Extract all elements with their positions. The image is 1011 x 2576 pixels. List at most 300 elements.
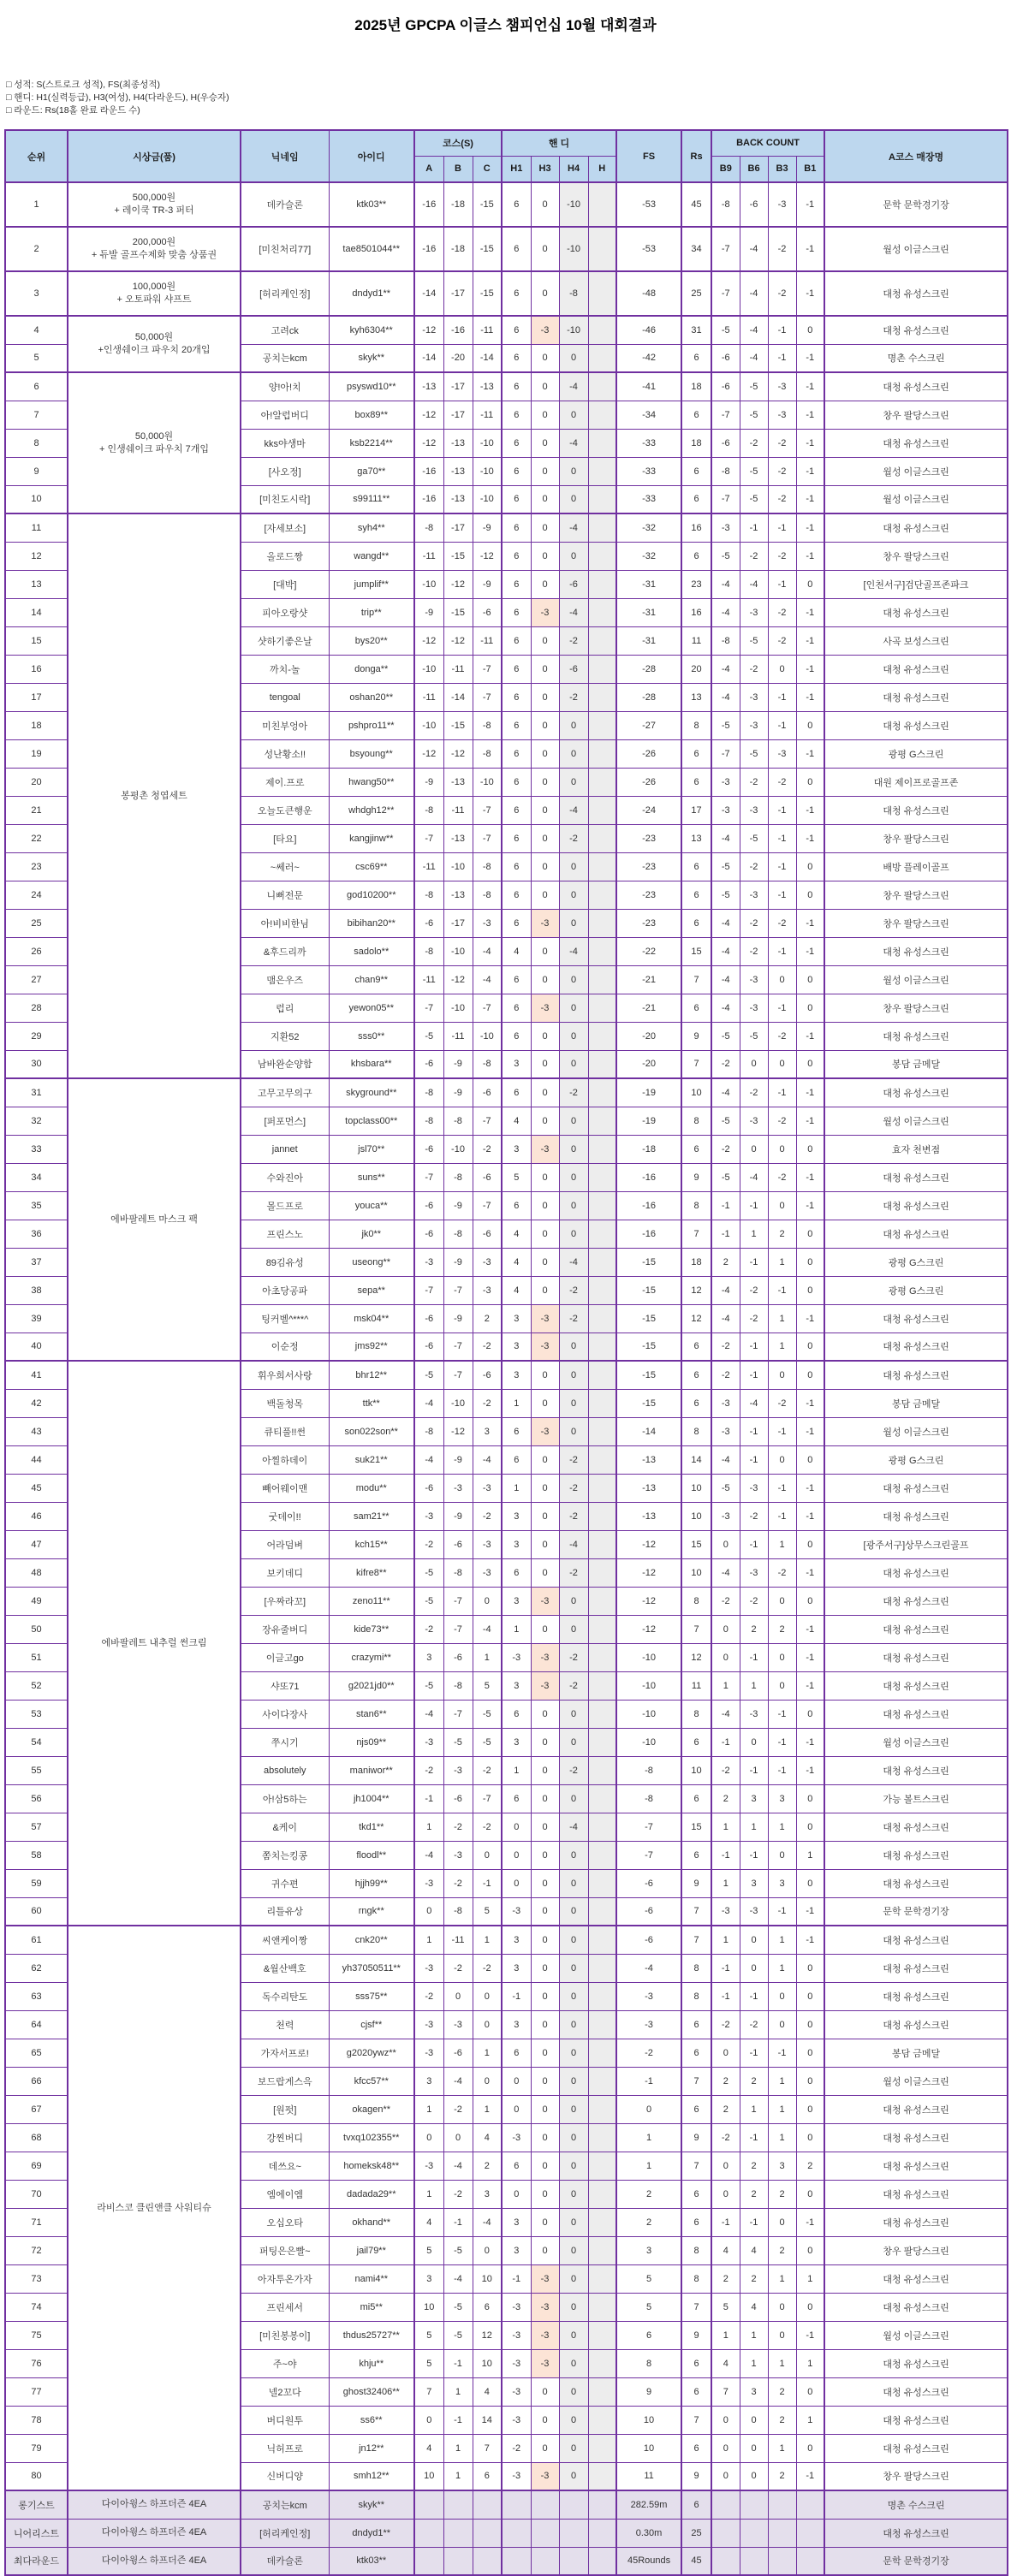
back-b1-cell: -1 <box>796 1304 824 1333</box>
handi-h1-cell: 4 <box>502 1248 531 1276</box>
course-c-cell: 2 <box>473 2152 502 2180</box>
fs-cell: -7 <box>616 1813 681 1841</box>
store-cell: 대청 유성스크린 <box>824 598 1008 626</box>
fs-cell: 5 <box>616 2264 681 2293</box>
handi-h1-cell: -1 <box>502 1982 531 2010</box>
fs-cell: -31 <box>616 598 681 626</box>
handi-h-cell <box>588 2264 616 2293</box>
col-header-b9: B9 <box>711 156 740 182</box>
handi-h1-cell: 6 <box>502 316 531 344</box>
fs-cell: -16 <box>616 1220 681 1248</box>
rs-cell: 6 <box>681 2208 711 2236</box>
course-a-cell: -14 <box>414 344 443 372</box>
back-b1-cell: -1 <box>796 655 824 683</box>
course-c-cell: -8 <box>473 739 502 768</box>
back-b9-cell: -4 <box>711 965 740 994</box>
back-b9-cell: -3 <box>711 513 740 542</box>
id-cell: sss75** <box>329 1982 414 2010</box>
course-c-cell: -4 <box>473 2208 502 2236</box>
back-b1-cell: 1 <box>796 2264 824 2293</box>
course-c-cell: -2 <box>473 1756 502 1784</box>
id-cell: njs09** <box>329 1728 414 1756</box>
handi-h3-cell: 0 <box>531 485 559 513</box>
rank-cell: 65 <box>5 2039 68 2067</box>
rs-cell: 7 <box>681 1050 711 1078</box>
back-b3-cell: 0 <box>768 1191 796 1220</box>
handi-h1-cell: 3 <box>502 1954 531 1982</box>
rank-cell: 18 <box>5 711 68 739</box>
course-b-cell: -7 <box>443 1587 473 1615</box>
back-b6-cell: -1 <box>740 2039 768 2067</box>
back-b3-cell: 2 <box>768 2462 796 2490</box>
course-b-cell: -17 <box>443 372 473 401</box>
col-header-course-c: C <box>473 156 502 182</box>
store-cell: 월성 이글스크린 <box>824 2321 1008 2349</box>
nickname-cell: [원펏] <box>241 2095 329 2123</box>
fs-cell: -53 <box>616 182 681 227</box>
handi-h4-cell: -2 <box>559 626 588 655</box>
course-b-cell: -13 <box>443 824 473 852</box>
handi-h4-cell: 0 <box>559 1587 588 1615</box>
handi-h3-cell: 0 <box>531 2434 559 2462</box>
store-cell: 월성 이글스크린 <box>824 1728 1008 1756</box>
back-b1-cell: 0 <box>796 2095 824 2123</box>
nickname-cell: ~쎄러~ <box>241 852 329 881</box>
back-b3-cell: -2 <box>768 626 796 655</box>
back-b3-cell: 1 <box>768 1333 796 1361</box>
back-b1-cell: -1 <box>796 2462 824 2490</box>
nickname-cell: 천력 <box>241 2010 329 2039</box>
rs-cell: 34 <box>681 227 711 271</box>
handi-h3-cell: 0 <box>531 711 559 739</box>
fs-cell: -3 <box>616 1982 681 2010</box>
rank-cell: 61 <box>5 1926 68 1954</box>
handi-h-cell <box>588 965 616 994</box>
back-b9-cell: -4 <box>711 1445 740 1474</box>
handi-h-cell <box>588 1954 616 1982</box>
handi-h3-cell: 0 <box>531 1615 559 1643</box>
fs-cell: -26 <box>616 739 681 768</box>
back-b3-cell <box>768 2519 796 2547</box>
rs-cell: 6 <box>681 852 711 881</box>
course-b-cell: -6 <box>443 1784 473 1813</box>
back-b6-cell: 3 <box>740 1784 768 1813</box>
handi-h4-cell: 0 <box>559 1050 588 1078</box>
back-b9-cell: -4 <box>711 1078 740 1107</box>
handi-h-cell <box>588 2039 616 2067</box>
back-b3-cell: 2 <box>768 1220 796 1248</box>
back-b9-cell: -2 <box>711 1135 740 1163</box>
back-b3-cell: 1 <box>768 2264 796 2293</box>
course-a-cell: -2 <box>414 1756 443 1784</box>
back-b1-cell: 0 <box>796 1813 824 1841</box>
store-cell: 창우 팔당스크린 <box>824 2462 1008 2490</box>
handi-h1-cell: 3 <box>502 1333 531 1361</box>
course-a-cell: -2 <box>414 1982 443 2010</box>
course-c-cell: 1 <box>473 2039 502 2067</box>
back-b9-cell: 1 <box>711 1813 740 1841</box>
handi-h-cell <box>588 2095 616 2123</box>
rs-cell: 16 <box>681 598 711 626</box>
back-b6-cell: 1 <box>740 1813 768 1841</box>
back-b3-cell: 2 <box>768 2236 796 2264</box>
handi-h4-cell: 0 <box>559 1869 588 1897</box>
rank-cell: 72 <box>5 2236 68 2264</box>
store-cell: 명촌 수스크린 <box>824 2490 1008 2519</box>
id-cell: hwang50** <box>329 768 414 796</box>
back-b1-cell: 0 <box>796 965 824 994</box>
col-header-h1: H1 <box>502 156 531 182</box>
course-c-cell <box>473 2547 502 2575</box>
back-b9-cell: -1 <box>711 1220 740 1248</box>
id-cell: donga** <box>329 655 414 683</box>
back-b1-cell: 1 <box>796 1841 824 1869</box>
rank-cell: 46 <box>5 1502 68 1530</box>
rs-cell: 8 <box>681 1107 711 1135</box>
course-a-cell <box>414 2547 443 2575</box>
handi-h3-cell: 0 <box>531 1022 559 1050</box>
handi-h-cell <box>588 1587 616 1615</box>
course-a-cell: -6 <box>414 1474 443 1502</box>
back-b1-cell: -1 <box>796 1643 824 1671</box>
course-c-cell: -2 <box>473 1954 502 1982</box>
handi-h1-cell: 6 <box>502 1445 531 1474</box>
course-c-cell: -15 <box>473 271 502 316</box>
fs-cell: -1 <box>616 2067 681 2095</box>
course-c-cell: -9 <box>473 513 502 542</box>
handi-h4-cell: 0 <box>559 1163 588 1191</box>
handi-h3-cell: 0 <box>531 429 559 457</box>
back-b6-cell: 0 <box>740 1954 768 1982</box>
handi-h4-cell: 0 <box>559 1841 588 1869</box>
fs-cell: -23 <box>616 824 681 852</box>
store-cell: 사곡 보성스크린 <box>824 626 1008 655</box>
fs-cell: 2 <box>616 2208 681 2236</box>
handi-h1-cell: 3 <box>502 1135 531 1163</box>
id-cell: okhand** <box>329 2208 414 2236</box>
back-b9-cell: -1 <box>711 1728 740 1756</box>
back-b3-cell: -2 <box>768 227 796 271</box>
store-cell: 대청 유성스크린 <box>824 1756 1008 1784</box>
record-cell: 0.30m <box>616 2519 681 2547</box>
back-b6-cell: 0 <box>740 1728 768 1756</box>
handi-h4-cell: 0 <box>559 1700 588 1728</box>
handi-h-cell <box>588 1558 616 1587</box>
rank-cell: 5 <box>5 344 68 372</box>
handi-h3-cell: 0 <box>531 542 559 570</box>
rank-cell: 21 <box>5 796 68 824</box>
nickname-cell: 양!아!치 <box>241 372 329 401</box>
back-b3-cell: 0 <box>768 2010 796 2039</box>
handi-h4-cell: -2 <box>559 1474 588 1502</box>
fs-cell: -28 <box>616 683 681 711</box>
course-a-cell: -6 <box>414 1050 443 1078</box>
id-cell: g2021jd0** <box>329 1671 414 1700</box>
handi-h4-cell: 0 <box>559 2180 588 2208</box>
back-b9-cell: 0 <box>711 2434 740 2462</box>
rank-cell: 51 <box>5 1643 68 1671</box>
nickname-cell: absolutely <box>241 1756 329 1784</box>
handi-h1-cell: 0 <box>502 2095 531 2123</box>
result-row <box>5 182 1008 227</box>
course-b-cell: -18 <box>443 227 473 271</box>
back-b6-cell: -2 <box>740 909 768 937</box>
course-b-cell: -12 <box>443 626 473 655</box>
handi-h-cell <box>588 739 616 768</box>
back-b3-cell: -1 <box>768 937 796 965</box>
back-b3-cell: 0 <box>768 2208 796 2236</box>
course-b-cell: -17 <box>443 271 473 316</box>
rs-cell: 7 <box>681 2293 711 2321</box>
handi-h-cell <box>588 1784 616 1813</box>
id-cell: useong** <box>329 1248 414 1276</box>
handi-h1-cell: 6 <box>502 372 531 401</box>
back-b9-cell: 5 <box>711 2293 740 2321</box>
rs-cell: 6 <box>681 485 711 513</box>
nickname-cell: 쫌치는킹콩 <box>241 1841 329 1869</box>
course-a-cell: -16 <box>414 457 443 485</box>
handi-h-cell <box>588 2462 616 2490</box>
course-a-cell: -4 <box>414 1389 443 1417</box>
result-row <box>5 1361 1008 1389</box>
nickname-cell: [우짜라꼬] <box>241 1587 329 1615</box>
back-b1-cell: -1 <box>796 824 824 852</box>
nickname-cell: 귀수편 <box>241 1869 329 1897</box>
course-a-cell: 10 <box>414 2293 443 2321</box>
back-b1-cell: -1 <box>796 401 824 429</box>
id-cell: psyswd10** <box>329 372 414 401</box>
handi-h4-cell: 0 <box>559 1333 588 1361</box>
back-b3-cell: 1 <box>768 2434 796 2462</box>
handi-h3-cell: 0 <box>531 1841 559 1869</box>
result-row <box>5 513 1008 542</box>
course-b-cell: -9 <box>443 1304 473 1333</box>
course-c-cell: -7 <box>473 796 502 824</box>
rs-cell: 15 <box>681 937 711 965</box>
course-c-cell: -8 <box>473 852 502 881</box>
handi-h4-cell: 0 <box>559 852 588 881</box>
back-b9-cell: -1 <box>711 1841 740 1869</box>
id-cell: jh1004** <box>329 1784 414 1813</box>
course-a-cell: 10 <box>414 2462 443 2490</box>
nickname-cell: 엠에이엠 <box>241 2180 329 2208</box>
id-cell: suk21** <box>329 1445 414 1474</box>
back-b9-cell: -4 <box>711 937 740 965</box>
back-b6-cell: -5 <box>740 824 768 852</box>
store-cell: 대청 유성스크린 <box>824 1869 1008 1897</box>
back-b9-cell: 2 <box>711 1784 740 1813</box>
fs-cell: -15 <box>616 1361 681 1389</box>
nickname-cell: 독수리탄도 <box>241 1982 329 2010</box>
back-b6-cell: -1 <box>740 1333 768 1361</box>
course-a-cell: 0 <box>414 2123 443 2152</box>
rs-cell: 6 <box>681 457 711 485</box>
handi-h-cell <box>588 429 616 457</box>
course-c-cell: -11 <box>473 401 502 429</box>
fs-cell: -15 <box>616 1276 681 1304</box>
col-header-store: A코스 매장명 <box>824 130 1008 182</box>
back-b3-cell: 1 <box>768 2349 796 2377</box>
id-cell: cjsf** <box>329 2010 414 2039</box>
course-b-cell: -17 <box>443 513 473 542</box>
course-a-cell: -6 <box>414 1304 443 1333</box>
rs-cell: 10 <box>681 1756 711 1784</box>
course-b-cell: -16 <box>443 316 473 344</box>
rank-cell: 34 <box>5 1163 68 1191</box>
course-b-cell: -9 <box>443 1502 473 1530</box>
handi-h-cell <box>588 2406 616 2434</box>
handi-h4-cell <box>559 2547 588 2575</box>
fs-cell: -22 <box>616 937 681 965</box>
rank-cell: 68 <box>5 2123 68 2152</box>
store-cell: 대청 유성스크린 <box>824 2180 1008 2208</box>
id-cell: thdus25727** <box>329 2321 414 2349</box>
handi-h3-cell: 0 <box>531 2406 559 2434</box>
back-b1-cell: 0 <box>796 2010 824 2039</box>
nickname-cell: 버디원투 <box>241 2406 329 2434</box>
handi-h3-cell: 0 <box>531 1445 559 1474</box>
nickname-cell: &케이 <box>241 1813 329 1841</box>
back-b3-cell: -1 <box>768 1417 796 1445</box>
back-b9-cell: 0 <box>711 1530 740 1558</box>
course-b-cell: -10 <box>443 852 473 881</box>
handi-h1-cell: 3 <box>502 1502 531 1530</box>
handi-h1-cell <box>502 2519 531 2547</box>
rs-cell: 6 <box>681 768 711 796</box>
course-c-cell: -7 <box>473 655 502 683</box>
course-c-cell: 1 <box>473 2095 502 2123</box>
rank-cell: 64 <box>5 2010 68 2039</box>
back-b9-cell: 2 <box>711 2264 740 2293</box>
store-cell: 대청 유성스크린 <box>824 1361 1008 1389</box>
rs-cell: 6 <box>681 542 711 570</box>
course-a-cell: -7 <box>414 994 443 1022</box>
back-b9-cell: -7 <box>711 271 740 316</box>
store-cell: 창우 팔당스크린 <box>824 881 1008 909</box>
rank-cell: 24 <box>5 881 68 909</box>
course-c-cell: 10 <box>473 2264 502 2293</box>
course-b-cell: -1 <box>443 2406 473 2434</box>
handi-h4-cell: 0 <box>559 2095 588 2123</box>
handi-h3-cell: 0 <box>531 1191 559 1220</box>
col-header-b3: B3 <box>768 156 796 182</box>
store-cell: 대청 유성스크린 <box>824 937 1008 965</box>
col-header-id: 아이디 <box>329 130 414 182</box>
handi-h-cell <box>588 1361 616 1389</box>
course-b-cell: 1 <box>443 2434 473 2462</box>
back-b9-cell: -4 <box>711 909 740 937</box>
id-cell: msk04** <box>329 1304 414 1333</box>
fs-cell: 11 <box>616 2462 681 2490</box>
handi-h3-cell: 0 <box>531 1078 559 1107</box>
rank-cell: 35 <box>5 1191 68 1220</box>
back-b9-cell: -8 <box>711 626 740 655</box>
handi-h1-cell: 6 <box>502 1417 531 1445</box>
course-b-cell: -9 <box>443 1050 473 1078</box>
back-b6-cell: -1 <box>740 1361 768 1389</box>
rank-cell: 19 <box>5 739 68 768</box>
handi-h3-cell: -3 <box>531 1671 559 1700</box>
fs-cell: -23 <box>616 881 681 909</box>
fs-cell: -33 <box>616 457 681 485</box>
nickname-cell: 큐티풀!!썬 <box>241 1417 329 1445</box>
back-b1-cell: -1 <box>796 1728 824 1756</box>
back-b1-cell: -1 <box>796 1389 824 1417</box>
back-b6-cell: -5 <box>740 1022 768 1050</box>
course-b-cell: 0 <box>443 2123 473 2152</box>
back-b3-cell: 0 <box>768 1050 796 1078</box>
nickname-cell: 데카슬론 <box>241 182 329 227</box>
nickname-cell: 강찐버디 <box>241 2123 329 2152</box>
id-cell: rngk** <box>329 1897 414 1926</box>
back-b6-cell: -6 <box>740 182 768 227</box>
course-c-cell: -8 <box>473 1050 502 1078</box>
back-b1-cell: 0 <box>796 1050 824 1078</box>
rank-cell: 75 <box>5 2321 68 2349</box>
back-b9-cell: 0 <box>711 1615 740 1643</box>
back-b1-cell: -1 <box>796 937 824 965</box>
handi-h4-cell: 0 <box>559 2321 588 2349</box>
handi-h-cell <box>588 2490 616 2519</box>
id-cell: wangd** <box>329 542 414 570</box>
id-cell: bhr12** <box>329 1361 414 1389</box>
back-b6-cell: 2 <box>740 2067 768 2095</box>
back-b6-cell: 0 <box>740 1050 768 1078</box>
rs-cell: 6 <box>681 2434 711 2462</box>
id-cell: zeno11** <box>329 1587 414 1615</box>
handi-h4-cell: 0 <box>559 1982 588 2010</box>
course-a-cell: -2 <box>414 1615 443 1643</box>
handi-h1-cell: -3 <box>502 2462 531 2490</box>
rs-cell: 31 <box>681 316 711 344</box>
back-b6-cell: -1 <box>740 1643 768 1671</box>
back-b1-cell: -1 <box>796 271 824 316</box>
back-b3-cell: -1 <box>768 513 796 542</box>
rank-cell: 54 <box>5 1728 68 1756</box>
store-cell: 월성 이글스크린 <box>824 965 1008 994</box>
rank-cell: 22 <box>5 824 68 852</box>
rs-cell: 11 <box>681 1671 711 1700</box>
back-b3-cell: -1 <box>768 1276 796 1304</box>
handi-h1-cell: 1 <box>502 1474 531 1502</box>
handi-h3-cell: 0 <box>531 1982 559 2010</box>
back-b9-cell <box>711 2490 740 2519</box>
id-cell: jk0** <box>329 1220 414 1248</box>
fs-cell: 3 <box>616 2236 681 2264</box>
handi-h1-cell: 6 <box>502 1078 531 1107</box>
course-c-cell: -3 <box>473 1474 502 1502</box>
back-b9-cell: 7 <box>711 2377 740 2406</box>
back-b9-cell: -4 <box>711 1276 740 1304</box>
back-b3-cell: -2 <box>768 1022 796 1050</box>
course-c-cell: -7 <box>473 1191 502 1220</box>
course-b-cell: -3 <box>443 1841 473 1869</box>
course-b-cell: -3 <box>443 1474 473 1502</box>
store-cell: 대청 유성스크린 <box>824 1841 1008 1869</box>
course-c-cell: -10 <box>473 485 502 513</box>
fs-cell: -16 <box>616 1191 681 1220</box>
rank-cell: 78 <box>5 2406 68 2434</box>
nickname-cell: 프린세서 <box>241 2293 329 2321</box>
id-cell: smh12** <box>329 2462 414 2490</box>
handi-h3-cell: 0 <box>531 1756 559 1784</box>
back-b6-cell: 2 <box>740 2152 768 2180</box>
course-c-cell: 3 <box>473 2180 502 2208</box>
handi-h-cell <box>588 768 616 796</box>
handi-h-cell <box>588 1276 616 1304</box>
back-b3-cell: -1 <box>768 711 796 739</box>
col-header-b1: B1 <box>796 156 824 182</box>
